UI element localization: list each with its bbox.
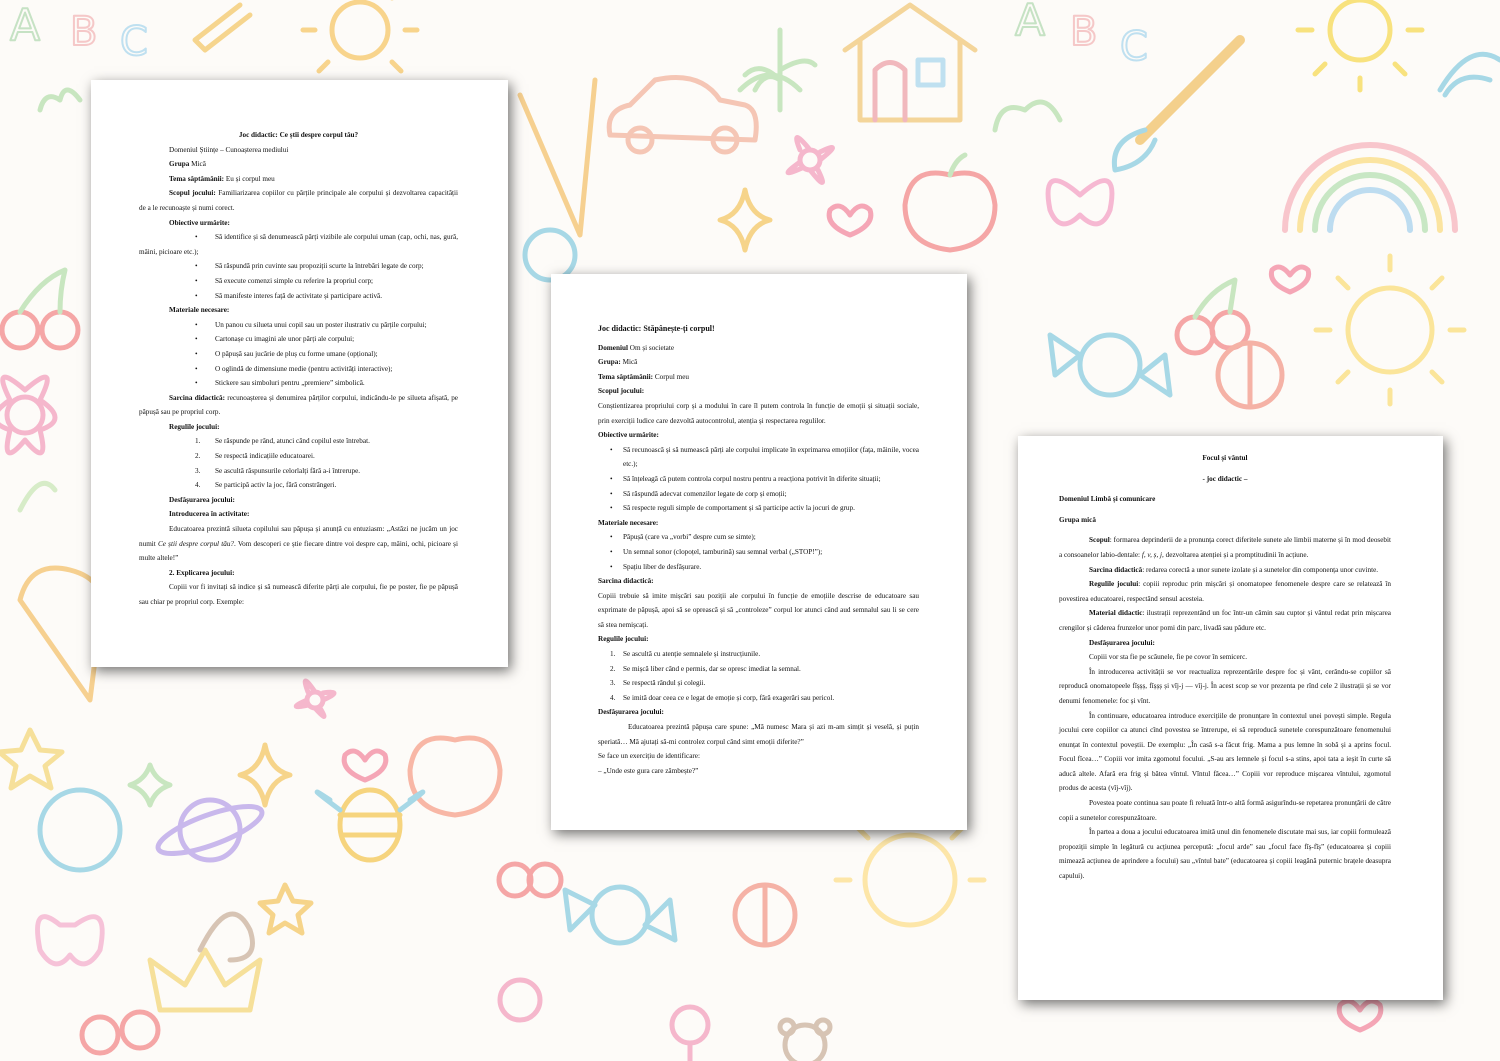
doc3-subtitle: - joc didactic – [1202,474,1248,483]
doc1-line [139,580,458,609]
doc1-line [139,420,458,435]
teddy-doodle [780,1020,830,1061]
doc1-line-t: O păpușă sau jucărie de pluș cu forme umane (opțional); [215,349,378,358]
doc1-list-marker: • [195,335,198,344]
doc2-line-t: Se face un exercițiu de identificare: [598,752,700,761]
doc1-line-t2: . Vom descoperi ce știe fiecare dintre voi despre cap, mâini, ochi, picioare și multe altele!” [139,539,458,563]
doc1-title: Joc didactic: Ce știi despre corpul tău? [238,131,359,139]
doc3-line-t: În continuare, educatoarea introduce exercițiile de pronunțare în contextul unei povești simple. Regula jocului cere copiilor ca atunci cînd povestea se întrerupe, ei să reproducă sunetele corespunzătoare fenomenului enunțat în contextul poveștii. De exemplu: „În casă s-a făcut frig. Mama a pus lemne în sobă și a aprins focul. Focul fîcea…” Copiii vor imita zgomotul focului. „S-au ars lemnele și focul s-a stins, apoi tata a ieșit în curte să aducă altele. Afară era frig și bătea vîntul. Vîntul făcea…” Copiii vor reproduce mișcarea vîntului, zgomotul produs de acesta (vîj-vîj). [1059,711,1391,793]
doc2-line [598,560,919,575]
doc2-list-marker: • [610,489,613,498]
doc2-line [598,399,919,428]
doc2-line-b: Grupa: [598,358,621,367]
doc1-line-t: Mică [189,160,206,169]
doc2-line-b: Scopul jocului: [598,387,645,396]
doc3-line-b: Regulile jocului [1089,580,1139,589]
doc2-list-marker: • [610,533,613,542]
doc3-domain: Domeniul Limbă și comunicare [1059,495,1156,504]
doc2-line-b: Domeniul [598,343,628,352]
doc1-line-b: Tema săptămânii: [169,174,225,183]
doc1-list-marker: • [195,379,198,388]
doc1-line-t: Să execute comenzi simple cu referire la propriul corp; [215,276,374,285]
leaf-doodle [40,90,80,110]
doc2-line-b: Materiale necesare: [598,518,659,527]
doc1-line [139,186,458,215]
doc3-line [1059,709,1391,797]
house-doodle [845,5,975,120]
doc3-line-t: Copiii vor sta fie pe scăunele, fie pe covor în semicerc. [1089,653,1248,662]
doc2-line [598,428,919,443]
car-doodle [609,78,756,153]
doc3-line [1059,577,1391,606]
doc1-line [139,143,458,158]
doc3-line-t: : redarea corectă a unor sunete izolate și a sunetelor din componența unor cuvinte. [1142,565,1379,574]
doc3-line-t2: dezvoltarea atenției și a promptitudinii în acțiune. [1163,550,1309,559]
doc2-line-t: Să respecte reguli simple de comportament și să participe activ la jocuri de grup. [623,504,855,513]
doc2-list-marker: • [610,445,613,454]
doc1-list-marker: • [195,262,198,271]
pencil-doodle [195,5,250,50]
doc1-list-marker: 2. [195,452,201,461]
doc1-line [139,493,458,508]
document-page-3 [1018,436,1443,1000]
doc1-line-b: Scopul jocului: [169,189,216,198]
doc1-line-b: 2. Explicarea jocului: [169,568,235,577]
letter-c-doodle: C [1120,24,1148,70]
doc2-line [598,764,919,779]
doc3-line-i: f, v, ș, j, [1141,550,1164,559]
doc1-line [139,259,458,274]
doc2-line [598,530,919,545]
doc2-line-b: Obiective urmărite: [598,431,659,440]
doc2-line-t: Se respectă rândul și colegii. [623,679,706,688]
doc2-list-marker: • [610,474,613,483]
doc1-line [139,464,458,479]
sun-doodle [1298,0,1422,90]
doc1-line-t: Domeniul Științe – Cunoașterea mediului [169,145,289,154]
doc3-line [1059,533,1391,562]
doc1-line [139,362,458,377]
doc1-line-i: Ce știi despre corpul tău? [157,539,235,548]
planet-doodle [153,797,267,863]
doc1-line-t: recunoașterea și denumirea părților corpului, indicându-le pe silueta afișată, pe păpușă sau pe propriul corp. [139,393,459,417]
doc2-line [598,647,919,662]
doc2-line-b: Regulile jocului: [598,635,649,644]
doc1-line-t: Se participă activ la joc, fără constrângeri. [215,481,337,490]
paintbrush-doodle [1140,40,1240,140]
doc1-line [139,157,458,172]
doc2-line [598,589,919,633]
doc1-line [139,376,458,391]
doc1-line [139,303,458,318]
doc3-line-b: Material didactic [1089,609,1143,618]
doc3-line [1059,665,1391,709]
doc2-line [598,472,919,487]
doc1-line [139,478,458,493]
doc2-line [598,516,919,531]
doc3-line-t: În introducerea activității se vor reactualiza reprezentările despre foc și vânt, cerându-se copiilor să reproducă onomatopeele fîșșș, fîșșș și vîj-j — vîj-j. În acest scop se vor prezenta pe rînd cele 2 ilustrații și se vor denumi fenomenele: foc și vînt. [1059,667,1391,705]
doc2-list-marker: 2. [610,664,616,673]
doc3-line [1059,825,1391,883]
doc1-line [139,289,458,304]
apple-doodle [905,155,995,250]
doc3-line-t: : copiii reproduc prin mișcări și onomatopee fenomenele despre care se relatează în povestirea educatoarei, respectând sensul acesteia. [1059,580,1391,603]
doc3-line [1059,796,1391,825]
doc1-list-marker: 3. [195,466,201,475]
doc2-line-t: – „Unde este gura care zâmbește?” [598,766,699,775]
doc2-title: Joc didactic: Stăpânește-ți corpul! [598,324,715,333]
doc1-line-t: Un panou cu silueta unui copil sau un poster ilustrativ cu părțile corpului; [215,320,427,329]
doc2-line [598,662,919,677]
doc3-title: Focul și vântul [1202,454,1248,462]
doc1-line-b: Regulile jocului: [169,422,220,431]
doc2-line [598,720,919,749]
doc1-line-t: Să manifeste interes față de activitate și participare activă. [215,291,383,300]
letter-b-doodle: B [70,9,98,55]
doc1-line-b: Materiale necesare: [169,306,230,315]
leaf-doodle [20,483,55,510]
doc2-line [598,443,919,472]
doc1-line [139,507,458,522]
doc2-line [598,705,919,720]
doc1-line-t: Se ascultă răspunsurile celorlalți fără a-i întrerupe. [215,466,361,475]
doc2-list-marker: • [610,504,613,513]
doc3-line-b: Desfășurarea jocului: [1089,638,1155,647]
doc2-line [598,487,919,502]
doc1-line-b: Obiective urmărite: [169,218,230,227]
doc2-line-t: Educatoarea prezintă păpușa care spune: „Mă numesc Mara și azi m-am simțit și veselă, și puțin speriată… Mă ajutați să-mi controlez corpul când simt emoții diferite?” [598,723,919,746]
doc1-list-marker: • [195,349,198,358]
doc1-line-t: Stickere sau simboluri pentru „premiere” simbolică. [215,379,365,388]
doc2-line [598,691,919,706]
doc3-line-b: Sarcina didactică [1089,565,1143,574]
doc2-line-t: Conștientizarea propriului corp și a modului în care îl putem controla în funcție de emoții și situații sociale, prin exerciții ludice care dezvoltă autocontrolul, atenția și respectarea regulilor. [598,401,919,425]
doc1-line-t: Să răspundă prin cuvinte sau propoziții scurte la întrebări legate de corp; [215,262,424,271]
doc2-line-t: Se mișcă liber când e permis, dar se opresc imediat la semnal. [623,664,801,673]
doc2-line [598,676,919,691]
doc2-line-t: Să recunoască și să numească părți ale corpului implicate în exprimarea emoțiilor (fața, mâinile, vocea etc.); [623,445,919,469]
doc2-line [598,545,919,560]
doc2-list-marker: 1. [610,650,616,659]
doc3-line-b: Scopul [1089,536,1110,545]
doc1-line-b: Introducerea în activitate: [169,510,250,519]
doc2-line-t: Păpușă (care va „vorbi” despre cum se simte); [623,533,756,542]
doc3-body [1059,533,1391,883]
doc1-line [139,566,458,581]
lollipop-doodle [672,1007,708,1061]
doc3-line [1059,636,1391,651]
doc2-line-t: Se ascultă cu atenție semnalele și instrucțiunile. [623,650,761,659]
doc1-line [139,522,458,566]
doc3-line [1059,606,1391,635]
doc3-line-t: Povestea poate continua sau poate fi reluată într-o altă formă asigurîndu-se repetarea pronunțării de către copii a sunetelor corespunzătoare. [1059,799,1391,822]
doc1-line [139,216,458,231]
doc1-list-marker: • [195,320,198,329]
doc2-line [598,384,919,399]
doc2-line-b: Tema săptămânii: [598,372,654,381]
doc2-line-b: Desfășurarea jocului: [598,708,664,717]
doc3-group: Grupa mică [1059,515,1096,524]
doc1-line [139,172,458,187]
doc2-line-b: Sarcina didactică: [598,577,654,586]
doc1-body [139,143,458,610]
document-page-1 [91,80,508,667]
doc3-line-t: : ilustrații reprezentând un foc într-un cămin sau cuptor și vântul redat prin mișcarea crengilor și căderea frunzelor unor pomi din parc, livadă sau pădure etc. [1059,609,1391,632]
doc1-list-marker: • [195,276,198,285]
doc2-list-marker: 4. [610,693,616,702]
doc1-line-b: Sarcina didactică: [169,393,226,402]
doc3-line-t: : formarea deprinderii de a pronunța corect diferitele sunete ale limbii materne și în mod deosebit a consoanelor labio-dentale: [1059,536,1391,559]
doc2-line-t: Să înțeleagă că putem controla corpul nostru pentru a reacționa potrivit în diferite situații; [623,474,881,483]
doc1-line-b: Desfășurarea jocului: [169,495,235,504]
sun-doodle [303,0,417,71]
doc1-line-t: Cartonașe cu imagini ale unor părți ale corpului; [215,335,355,344]
letter-c-doodle: C [120,19,148,65]
doc2-line-t: Mică [620,358,638,367]
doc3-line [1059,650,1391,665]
doc1-list-marker: • [195,364,198,373]
doc2-line-t: Un semnal sonor (clopoțel, tamburină) sau semnal verbal („STOP!”); [623,547,823,556]
doc1-list-marker: 4. [195,481,201,490]
doc2-list-marker: • [610,562,613,571]
doc2-line [598,501,919,516]
doc1-line-t: Se respectă indicațiile educatoarei. [215,452,315,461]
bee-doodle [317,790,423,860]
doc1-line-t: Eu și corpul meu [224,174,275,183]
doc1-line [139,391,458,420]
doc2-line [598,749,919,764]
doc1-list-marker: • [195,291,198,300]
doc1-line [139,230,458,259]
letter-b-doodle: B [1070,9,1098,55]
doc1-line-t: Să identifice și să denumească părți vizibile ale corpului uman (cap, ochi, nas, gură, mâini, picioare etc.); [139,233,458,256]
doc1-list-marker: 1. [195,437,201,446]
doc2-line-t: Se imită doar ceea ce e legat de emoție și corp, fără exagerări sau pericol. [623,693,835,702]
doc1-line [139,332,458,347]
doc1-line-t: O oglindă de dimensiune medie (pentru activități interactive); [215,364,393,373]
doc1-line [139,274,458,289]
doc1-line-t: Familiarizarea copiilor cu părțile principale ale corpului și dezvoltarea capacității de a le recunoaște și numi corect. [139,189,458,212]
rainbow-doodle [1285,145,1455,230]
doc1-line [139,449,458,464]
doc1-line [139,318,458,333]
doc1-line-b: Grupa [169,160,190,169]
doc3-line-t: În partea a doua a jocului educatoarea imită unul din fenomenele discutate mai sus, iar copiii formulează propoziții simple în legătură cu acțiunea percepută: „focul arde” sau „focul face fîș-fîș” (educatoarea și copiii mimează acțiunea de aprindere a focului) sau „vîntul bate” (educatoarea și copiii leagănă puternic brațele deasupra capului). [1059,828,1391,881]
letter-a-doodle: A [1015,0,1046,46]
doc2-list-marker: 3. [610,679,616,688]
doc1-line-t: Educatoarea prezintă silueta copilului sau păpușa și anunță cu entuziasm: „Astăzi ne jucăm un joc numit [139,525,458,548]
doc1-list-marker: • [195,233,198,242]
sun-doodle [1316,256,1464,404]
doc2-line [598,370,919,385]
doc2-line-t: Corpul meu [653,372,689,381]
doc2-line-t: Om și societate [627,343,675,352]
doc2-line-t: Spațiu liber de desfășurare. [623,562,702,571]
doc2-line [598,632,919,647]
document-page-2 [551,274,967,830]
doc3-line [1059,563,1391,578]
doc2-body [598,341,919,779]
doc2-line-t: Copiii trebuie să imite mișcări sau poziții ale corpului în funcție de emoțiile descrise de educatoare sau exprimate de păpușă, apoi să se oprească și să „controleze” corpul lor atunci când aud semnalul sau li se cere să stea nemișcați. [598,591,919,629]
flower-doodle [740,30,815,110]
doc1-line-t: Copiii vor fi invitați să indice și să numească diferite părți ale corpului, fie pe poster, fie pe păpușă sau chiar pe propriul corp. Exemple: [139,583,458,606]
doc2-line-t: Să răspundă adecvat comenzilor legate de corp și emoții; [623,489,787,498]
doc2-line [598,341,919,356]
doc2-line [598,355,919,370]
doc1-line-t: Se răspunde pe rând, atunci când copilul este întrebat. [215,437,370,446]
apple-doodle [410,738,500,815]
letter-a-doodle: A [10,0,41,51]
doc2-list-marker: • [610,547,613,556]
doc1-line [139,434,458,449]
doc1-line [139,347,458,362]
doc2-line [598,574,919,589]
